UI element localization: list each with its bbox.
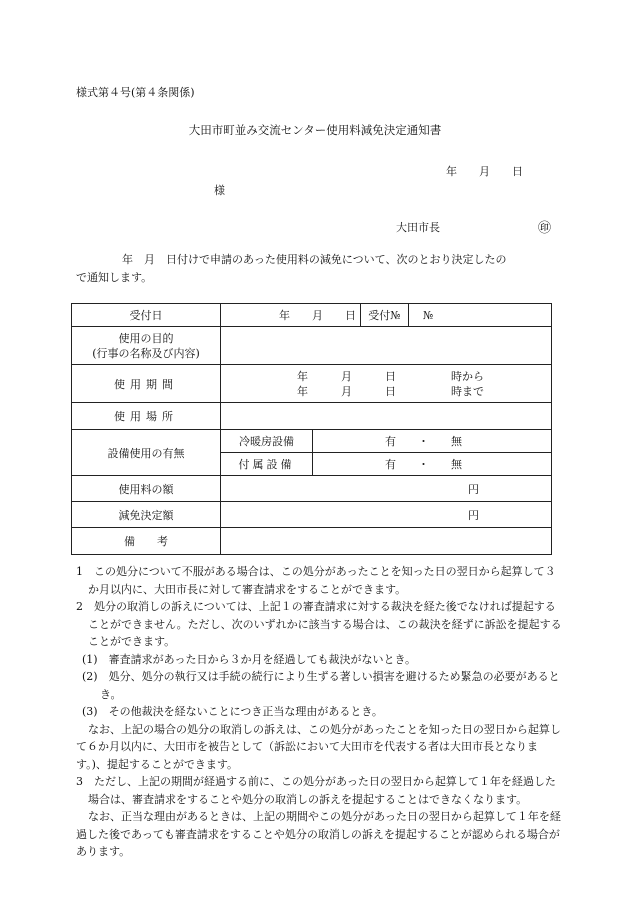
received-date-label: 受付日	[72, 304, 221, 327]
period-to: 年 月 日 時まで	[297, 384, 484, 398]
reduction-unit: 円	[221, 502, 552, 528]
equipment-label: 設備使用の有無	[72, 430, 221, 476]
intro-line-1: 年 月 日付けで申請のあった使用料の減免について、次のとおり決定したの	[122, 253, 507, 266]
note-2-item-3: (3) その他裁決を経ないことにつき正当な理由があるとき。	[82, 705, 383, 718]
table-row	[72, 528, 552, 555]
purpose-value	[221, 327, 552, 365]
recipient-suffix: 様	[214, 184, 225, 197]
issue-date: 年 月 日	[446, 165, 523, 178]
table-row	[72, 365, 552, 403]
remarks-label: 備 考	[72, 528, 221, 555]
seal-mark: ㊞	[538, 221, 552, 236]
note-2-paragraph: なお、上記の場合の処分の取消しの訴えは、この処分があったことを知った日の翌日から起算して６か月以内に、大田市を被告として（訴訟において大田市を代表する者は大田市長となります。)、提起することができます。	[76, 722, 561, 771]
period-value	[221, 365, 552, 403]
place-label: 使用場所	[72, 403, 221, 430]
table-row	[72, 502, 552, 528]
note-2: 2 処分の取消しの訴えについては、上記１の審査請求に対する裁決を経た後でなければ提起することができません。ただし、次のいずれかに該当する場合は、この裁決を経ずに訴訟を提起することができます。	[76, 600, 562, 648]
note-3: 3 ただし、上記の期間が経過する前に、この処分があった日の翌日から起算して１年を経過した場合は、審査請求をすることや処分の取消しの訴えを提起することはできなくなります。	[76, 775, 556, 806]
issuer-name: 大田市長	[396, 221, 440, 234]
document-title: 大田市町並み交流センター使用料減免決定通知書	[188, 123, 442, 137]
fixture-value: 有 ・ 無	[313, 453, 552, 476]
period-label: 使用期間	[72, 365, 221, 403]
place-value	[221, 403, 552, 430]
note-2-item-1: (1) 審査請求があった日から３か月を経過しても裁決がないとき。	[82, 652, 417, 666]
remarks-value	[221, 528, 552, 555]
purpose-label	[72, 327, 221, 365]
hvac-label: 冷暖房設備	[221, 430, 313, 453]
received-no-label: 受付№	[361, 304, 409, 327]
note-3-paragraph: なお、正当な理由があるときは、上記の期間やこの処分があった日の翌日から起算して１年を経過した後であっても審査請求をすることや処分の取消しの訴えを提起することが認められる場合があります。	[76, 810, 561, 858]
fee-unit: 円	[221, 476, 552, 502]
table-row	[72, 304, 552, 327]
decision-table	[71, 303, 552, 555]
table-row	[72, 403, 552, 430]
reduction-label: 減免決定額	[72, 502, 221, 528]
note-1: 1 この処分について不服がある場合は、この処分があったことを知った日の翌日から起算して３か月以内に、大田市長に対して審査請求をすることができます。	[76, 565, 556, 596]
intro-line-2: で通知します。	[76, 271, 153, 284]
period-from: 年 月 日 時から	[297, 369, 484, 383]
note-2-item-2: (2) 処分、処分の執行又は手続の続行により生ずる著しい損害を避けるため緊急の必要があるとき。	[82, 670, 560, 701]
table-row	[72, 476, 552, 502]
fixture-label: 付属設備	[221, 453, 313, 476]
hvac-value: 有 ・ 無	[313, 430, 552, 453]
received-date-value: 年 月 日	[221, 304, 361, 327]
received-no-value: №	[409, 304, 552, 327]
table-row	[72, 430, 552, 453]
purpose-label-line-2: (行事の名称及び内容)	[92, 346, 200, 360]
table-row	[72, 327, 552, 365]
notes-section	[76, 563, 566, 861]
form-number: 様式第４号(第４条関係)	[76, 86, 195, 99]
fee-label: 使用料の額	[72, 476, 221, 502]
purpose-label-line-1: 使用の目的	[118, 331, 174, 345]
